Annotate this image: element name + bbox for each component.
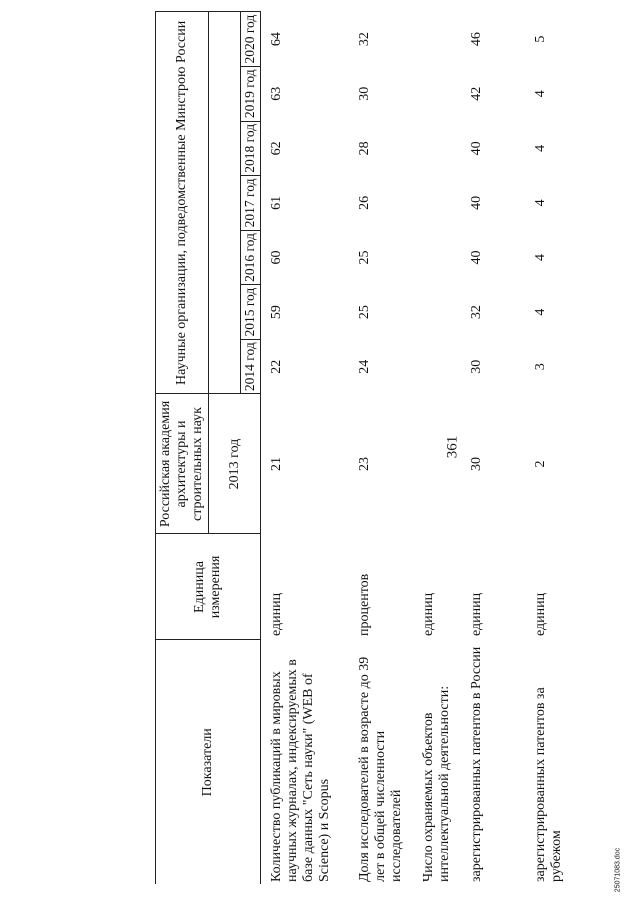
row-academy-value: 2 (533, 460, 548, 468)
table-row (525, 12, 585, 884)
row-value-2018: 62 (269, 141, 284, 156)
row-indicator: зарегистрированных патентов за рубежом (533, 687, 565, 882)
page-number-text: 361 (444, 435, 461, 459)
table-row (261, 12, 350, 884)
header-year-2017: 2017 год (241, 176, 261, 231)
row-value-2014: 30 (469, 359, 484, 374)
row-value-2020 (413, 12, 461, 67)
row-academy-value (413, 394, 461, 534)
table-row (413, 12, 461, 884)
row-value-2019: 63 (269, 86, 284, 101)
row-value-2018: 4 (533, 144, 548, 152)
row-value-2015: 25 (357, 305, 372, 320)
row-value-2015: 59 (269, 305, 284, 320)
row-value-2017: 61 (269, 195, 284, 210)
row-unit: процентов (357, 573, 372, 636)
row-value-2015: 32 (469, 305, 484, 320)
indicators-table (155, 11, 585, 884)
row-value-2020: 32 (357, 32, 372, 47)
row-value-2019: 4 (533, 90, 548, 98)
row-unit: единиц (269, 592, 284, 636)
row-indicator: Количество публикаций в мировых научных журналах, индексируемых в базе данных "Сеть науки" (WEB of Science) и Scopus (269, 659, 333, 882)
row-value-2017: 26 (357, 195, 372, 210)
row-value-2017: 40 (469, 195, 484, 210)
header-academy: Российская академия архитектуры и строительных наук (156, 394, 209, 534)
row-value-2016 (413, 230, 461, 285)
header-year-2018: 2018 год (241, 121, 261, 176)
header-organizations: Научные организации, подведомственные Минстрою России (156, 12, 209, 394)
row-unit: единиц (533, 592, 548, 636)
row-value-2019: 42 (469, 86, 484, 101)
row-unit: единиц (421, 592, 436, 636)
row-value-2020: 64 (269, 32, 284, 47)
document-id-text: 25071083.doc (614, 847, 622, 893)
row-value-2016: 4 (533, 254, 548, 262)
header-academy-year: 2013 год (209, 394, 261, 534)
row-value-2014: 24 (357, 359, 372, 374)
header-year-2019: 2019 год (241, 66, 261, 121)
row-value-2014: 22 (269, 359, 284, 374)
row-value-2018: 40 (469, 141, 484, 156)
row-value-2014: 3 (533, 363, 548, 371)
row-value-2018 (413, 121, 461, 176)
row-value-2019 (413, 66, 461, 121)
row-indicator: зарегистрированных патентов в России (469, 646, 484, 882)
row-value-2015 (413, 285, 461, 340)
header-year-2014: 2014 год (241, 339, 261, 394)
table-row (349, 12, 413, 884)
row-value-2020: 46 (469, 32, 484, 47)
row-value-2014 (413, 339, 461, 394)
indicators-table-container (155, 12, 640, 884)
row-value-2016: 25 (357, 250, 372, 265)
row-value-2016: 60 (269, 250, 284, 265)
row-unit: единиц (469, 592, 484, 636)
row-indicator: Доля исследователей в возрасте до 39 лет в общей численности исследователей (357, 656, 405, 882)
row-indicator: Число охраняемых объектов интеллектуальной деятельности: (421, 685, 453, 882)
row-value-2017: 4 (533, 199, 548, 207)
header-indicators: Показатели (156, 640, 261, 884)
row-academy-value: 30 (469, 457, 484, 471)
header-unit: Единица измерения (156, 534, 261, 640)
header-year-2015: 2015 год (241, 285, 261, 340)
row-value-2018: 28 (357, 141, 372, 156)
row-value-2017 (413, 176, 461, 231)
row-value-2019: 30 (357, 86, 372, 101)
table-row (461, 12, 525, 884)
header-spacer (209, 12, 241, 394)
row-value-2016: 40 (469, 250, 484, 265)
header-year-2016: 2016 год (241, 230, 261, 285)
header-year-2020: 2020 год (241, 12, 261, 67)
row-value-2015: 4 (533, 308, 548, 316)
row-value-2020: 5 (533, 35, 548, 43)
row-academy-value: 21 (269, 457, 284, 471)
row-academy-value: 23 (357, 457, 372, 471)
